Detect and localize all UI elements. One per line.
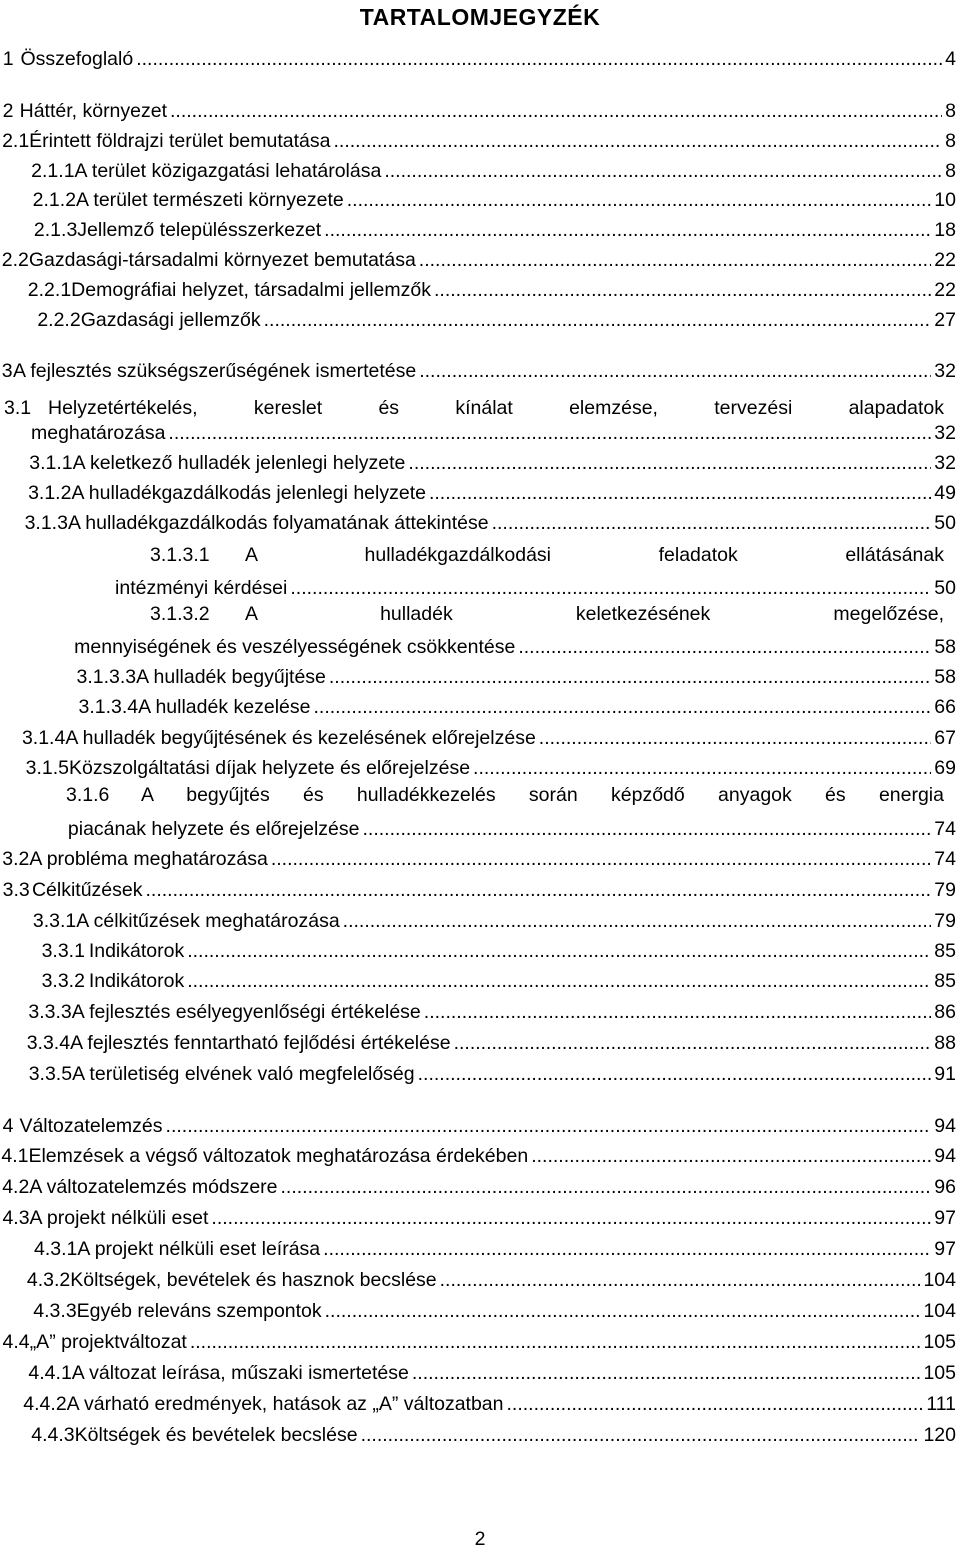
toc-entry-title-line1[interactable]: A begyűjtés és hulladékkezelés során képződő anyagok és energia	[141, 784, 944, 806]
toc-entry-line1	[150, 544, 952, 566]
dot-leader	[190, 1331, 921, 1353]
toc-entry-page-number: 8	[945, 100, 956, 122]
toc-entry[interactable]	[0, 275, 960, 301]
toc-entry-title[interactable]: A keletkező hulladék jelenlegi helyzete	[72, 452, 406, 474]
dot-leader	[187, 940, 931, 962]
toc-entry[interactable]	[0, 96, 960, 122]
toc-entry-page-number: 74	[934, 848, 956, 870]
dot-leader	[418, 1063, 932, 1085]
toc-entry-number: 3.1.4	[21, 727, 66, 749]
toc-entry[interactable]	[0, 692, 960, 718]
toc-entry-number: 3.3	[2, 879, 30, 901]
toc-entry-page-number: 120	[923, 1424, 956, 1446]
toc-entry[interactable]	[0, 1265, 960, 1291]
toc-entry-number: 3.3.3	[28, 1001, 72, 1023]
toc-entry-number: 3.1.6	[66, 784, 110, 806]
dot-leader	[187, 970, 931, 992]
toc-entry-number: 4.2	[2, 1176, 30, 1198]
dot-leader	[329, 666, 931, 688]
toc-entry-title-line1[interactable]: A hulladék keletkezésének megelőzése,	[245, 603, 944, 625]
toc-entry-page-number: 97	[934, 1238, 956, 1260]
toc-entry-title[interactable]: Demográfiai helyzet, társadalmi jellemzők	[71, 279, 431, 301]
toc-entry-number: 2.2.2	[37, 309, 81, 331]
toc-entry[interactable]	[0, 1111, 960, 1137]
dot-leader	[343, 910, 932, 932]
toc-entry-number: 4.4.2	[23, 1393, 67, 1415]
toc-entry-title[interactable]: A hulladék begyűjtése	[136, 666, 326, 688]
toc-entry-number: 2.1.3	[33, 219, 78, 241]
dot-leader	[440, 1269, 921, 1291]
toc-entry-title[interactable]: A változat leírása, műszaki ismertetése	[71, 1362, 409, 1384]
dot-leader	[408, 452, 931, 474]
toc-entry-page-number: 32	[934, 360, 956, 382]
toc-entry-number: 4.3.1	[33, 1238, 78, 1260]
toc-entry-title[interactable]: Háttér, környezet	[19, 100, 168, 122]
dot-leader	[384, 160, 942, 182]
toc-entry[interactable]	[0, 1141, 960, 1167]
toc-entry-number: 4.3.3	[33, 1300, 77, 1322]
toc-entry-page-number: 97	[934, 1207, 956, 1229]
toc-entry-title[interactable]: Jellemző településszerkezet	[77, 219, 322, 241]
toc-entry-title[interactable]: A fejlesztés szükségszerűségének ismertetése	[13, 360, 417, 382]
toc-entry-number: 3.3.2	[41, 970, 85, 992]
toc-entry-title[interactable]: mennyiségének és veszélyességének csökkentése	[74, 636, 516, 658]
toc-entry-number: 3.1.3.3	[76, 666, 137, 688]
toc-entry-number: 3.2	[2, 848, 30, 870]
toc-entry-title[interactable]: Célkitűzések	[31, 879, 143, 901]
toc-entry-number: 3.1.2	[28, 482, 72, 504]
toc-entry-number: 3.1.5	[25, 757, 69, 779]
toc-entry[interactable]	[0, 126, 960, 152]
dot-leader	[313, 696, 931, 718]
toc-entry[interactable]	[0, 1059, 960, 1085]
toc-entry-page-number: 4	[945, 48, 956, 70]
toc-entry-page-number: 22	[934, 279, 956, 301]
toc-entry-page-number: 32	[934, 422, 956, 444]
toc-entry-page-number: 79	[934, 910, 956, 932]
toc-entry-number: 2.2.1	[27, 279, 72, 301]
toc-entry-title[interactable]: A hulladékgazdálkodás jelenlegi helyzete	[71, 482, 426, 504]
toc-entry-page-number: 85	[934, 970, 956, 992]
toc-entry[interactable]	[0, 875, 960, 901]
toc-entry[interactable]	[0, 1234, 960, 1260]
toc-entry[interactable]	[0, 44, 960, 70]
toc-entry-title[interactable]: Közszolgáltatási díjak helyzete és előrejelzése	[68, 757, 471, 779]
toc-entry-number: 3.3.1	[32, 910, 77, 932]
toc-entry-number: 4.1	[1, 1145, 29, 1167]
toc-entry[interactable]	[0, 245, 960, 271]
dot-leader	[347, 189, 932, 211]
toc-entry-number: 3.1.3	[24, 512, 68, 534]
toc-entry-number: 4.3.2	[26, 1269, 71, 1291]
toc-entry-title[interactable]: Összefoglaló	[20, 48, 134, 70]
toc-entry-number: 3.3.1	[41, 940, 85, 962]
toc-entry-title[interactable]: Indikátorok	[88, 940, 185, 962]
dot-leader	[170, 100, 942, 122]
dot-leader	[361, 1424, 921, 1446]
toc-entry-page-number: 86	[934, 1001, 956, 1023]
toc-entry-page-number: 50	[934, 512, 956, 534]
toc-entry-number: 3.1.1	[29, 452, 73, 474]
toc-entry[interactable]	[0, 662, 960, 688]
toc-entry-number: 4.4.1	[28, 1362, 72, 1384]
toc-entry[interactable]	[0, 1327, 960, 1353]
toc-entry-page-number: 50	[934, 577, 956, 599]
dot-leader	[324, 219, 931, 241]
toc-entry-page-number: 58	[934, 666, 956, 688]
toc-entry-page-number: 32	[934, 452, 956, 474]
toc-entry-line1	[150, 603, 952, 625]
toc-entry[interactable]	[0, 906, 960, 932]
toc-entry[interactable]	[0, 723, 960, 749]
toc-entry-title[interactable]: intézményi kérdései	[115, 577, 288, 599]
toc-entry[interactable]	[0, 215, 960, 241]
toc-entry-page-number: 69	[934, 757, 956, 779]
toc-entry[interactable]	[0, 632, 960, 658]
toc-entry-title[interactable]: A változatelemzés módszere	[29, 1176, 278, 1198]
toc-entry-title[interactable]: A probléma meghatározása	[29, 848, 268, 870]
toc-entry-page-number: 96	[934, 1176, 956, 1198]
dot-leader	[264, 309, 932, 331]
toc-entry[interactable]	[0, 356, 960, 382]
toc-entry-title[interactable]: Költségek és bevételek becslése	[74, 1424, 358, 1446]
toc-entry-title-line1[interactable]: A hulladékgazdálkodási feladatok ellátásának	[245, 544, 944, 566]
toc-entry-page-number: 104	[923, 1300, 956, 1322]
toc-entry-title[interactable]: A célkitűzések meghatározása	[76, 910, 340, 932]
dot-leader	[492, 512, 932, 534]
toc-entry-title[interactable]: A várható eredmények, hatások az „A” változatban	[66, 1393, 504, 1415]
toc-entry-title[interactable]: A fejlesztés esélyegyenlőségi értékelése	[71, 1001, 421, 1023]
page-title: TARTALOMJEGYZÉK	[359, 4, 601, 30]
toc-entry-line1	[66, 784, 952, 806]
toc-entry[interactable]	[0, 448, 960, 474]
toc-entry[interactable]	[0, 1389, 960, 1415]
toc-entry-number: 3.1	[4, 397, 32, 419]
toc-entry-title[interactable]: Változatelemzés	[19, 1115, 163, 1137]
dot-leader	[323, 1238, 931, 1260]
toc-entry[interactable]	[0, 305, 960, 331]
toc-entry-page-number: 94	[934, 1145, 956, 1167]
toc-entry-number: 2.1.2	[32, 189, 77, 211]
toc-entry-title[interactable]: A projekt nélküli eset	[29, 1207, 209, 1229]
toc-entry-number: 4	[2, 1115, 14, 1137]
toc-entry-number: 3	[1, 360, 13, 382]
page-number: 2	[474, 1528, 486, 1550]
dot-leader	[434, 279, 931, 301]
toc-entry-title[interactable]: meghatározása	[31, 422, 166, 444]
dot-leader	[325, 1300, 921, 1322]
dot-leader	[145, 879, 931, 901]
toc-entry-title-line1[interactable]: Helyzetértékelés, kereslet és kínálat elemzése, tervezési alapadatok	[48, 397, 944, 419]
toc-entry-title[interactable]: A hulladék kezelése	[138, 696, 311, 718]
toc-entry-title[interactable]: Költségek, bevételek és hasznok becslése	[70, 1269, 437, 1291]
dot-leader	[281, 1176, 932, 1198]
dot-leader	[136, 48, 942, 70]
toc-entry-title[interactable]: Indikátorok	[88, 970, 185, 992]
toc-entry-line1	[4, 397, 952, 419]
toc-entry-title[interactable]: A terület természeti környezete	[76, 189, 344, 211]
toc-entry-title[interactable]: A hulladék begyűjtésének és kezelésének előrejelzése	[65, 727, 536, 749]
toc-entry-page-number: 8	[945, 130, 956, 152]
toc-entry-number: 4.4	[2, 1331, 30, 1353]
toc-entry-page-number: 67	[934, 727, 956, 749]
toc-entry[interactable]	[0, 966, 960, 992]
toc-entry-page-number: 22	[934, 249, 956, 271]
dot-leader	[363, 818, 932, 840]
dot-leader	[290, 577, 931, 599]
toc-entry-page-number: 18	[934, 219, 956, 241]
toc-entry-number: 2.1.1	[31, 160, 75, 182]
toc-entry-number: 3.1.3.2	[150, 603, 210, 625]
toc-entry-number: 2	[2, 100, 14, 122]
toc-entry[interactable]	[0, 573, 960, 599]
toc-entry-number: 3.1.3.4	[78, 696, 139, 718]
toc-entry-title[interactable]: Gazdasági jellemzők	[80, 309, 261, 331]
toc-entry-page-number: 66	[934, 696, 956, 718]
toc-entry-page-number: 88	[934, 1032, 956, 1054]
toc-entry-title[interactable]: A terület közigazgatási lehatárolása	[74, 160, 382, 182]
toc-entry[interactable]	[0, 844, 960, 870]
toc-entry[interactable]	[0, 753, 960, 779]
toc-entry-number: 3.3.4	[26, 1032, 71, 1054]
toc-entry-page-number: 49	[934, 482, 956, 504]
toc-entry[interactable]	[0, 1203, 960, 1229]
dot-leader	[166, 1115, 932, 1137]
toc-entry[interactable]	[0, 156, 960, 182]
toc-entry[interactable]	[0, 1296, 960, 1322]
dot-leader	[419, 249, 932, 271]
toc-entry[interactable]	[0, 1420, 960, 1446]
toc-entry-number: 4.3	[2, 1207, 30, 1229]
dot-leader	[518, 636, 931, 658]
toc-entry-page-number: 91	[934, 1063, 956, 1085]
toc-entry-title[interactable]: Egyéb releváns szempontok	[76, 1300, 322, 1322]
dot-leader	[419, 360, 931, 382]
toc-entry-page-number: 79	[934, 879, 956, 901]
dot-leader	[531, 1145, 931, 1167]
toc-entry-number: 4.4.3	[31, 1424, 75, 1446]
toc-entry-number: 2.1	[2, 130, 30, 152]
toc-entry-number: 2.2	[1, 249, 29, 271]
toc-entry-page-number: 27	[934, 309, 956, 331]
toc-entry[interactable]	[0, 936, 960, 962]
toc-entry-number: 3.3.5	[28, 1063, 73, 1085]
dot-leader	[507, 1393, 924, 1415]
toc-entry-title[interactable]: A területiség elvének való megfelelőség	[72, 1063, 415, 1085]
toc-entry-page-number: 105	[923, 1331, 956, 1353]
dot-leader	[429, 482, 931, 504]
toc-entry-title[interactable]: Gazdasági-társadalmi környezet bemutatása	[28, 249, 416, 271]
toc-entry[interactable]	[0, 478, 960, 504]
toc-entry-page-number: 104	[923, 1269, 956, 1291]
dot-leader	[211, 1207, 931, 1229]
toc-entry[interactable]	[0, 1358, 960, 1384]
toc-entry-title[interactable]: A hulladékgazdálkodás folyamatának áttekintése	[67, 512, 489, 534]
dot-leader	[424, 1001, 932, 1023]
toc-entry-title[interactable]: Érintett földrajzi terület bemutatása	[29, 130, 331, 152]
toc-entry-page-number: 85	[934, 940, 956, 962]
toc-entry[interactable]	[0, 997, 960, 1023]
dot-leader	[334, 130, 943, 152]
toc-entry-page-number: 111	[926, 1393, 956, 1415]
dot-leader	[271, 848, 931, 870]
toc-entry[interactable]	[0, 418, 960, 444]
toc-entry-page-number: 74	[934, 818, 956, 840]
toc-entry-page-number: 10	[934, 189, 956, 211]
toc-entry[interactable]	[0, 814, 960, 840]
toc-entry[interactable]	[0, 508, 960, 534]
toc-entry-number: 3.1.3.1	[150, 544, 210, 566]
toc-entry-page-number: 8	[945, 160, 956, 182]
toc-entry[interactable]	[0, 1028, 960, 1054]
dot-leader	[454, 1032, 932, 1054]
dot-leader	[539, 727, 932, 749]
dot-leader	[168, 422, 931, 444]
toc-entry-title[interactable]: A projekt nélküli eset leírása	[77, 1238, 321, 1260]
toc-entry-page-number: 94	[934, 1115, 956, 1137]
toc-entry-page-number: 105	[923, 1362, 956, 1384]
toc-entry[interactable]	[0, 185, 960, 211]
toc-entry-number: 1	[2, 48, 14, 70]
toc-entry[interactable]	[0, 1172, 960, 1198]
toc-entry-page-number: 58	[934, 636, 957, 658]
toc-entry-title[interactable]: piacának helyzete és előrejelzése	[67, 818, 360, 840]
dot-leader	[473, 757, 931, 779]
dot-leader	[412, 1362, 921, 1384]
toc-entry-title[interactable]: A fejlesztés fenntartható fejlődési értékelése	[70, 1032, 451, 1054]
toc-entry-title[interactable]: „A” projektváltozat	[29, 1331, 187, 1353]
toc-entry-title[interactable]: Elemzések a végső változatok meghatározása érdekében	[28, 1145, 529, 1167]
